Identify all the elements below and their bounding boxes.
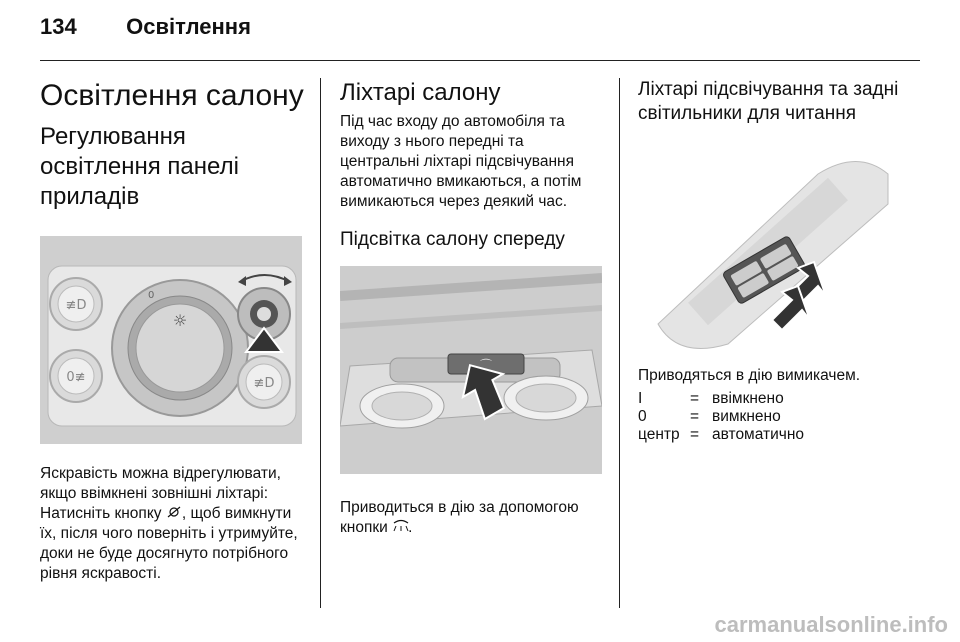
reading-light-illustration xyxy=(638,144,900,352)
page-number: 134 xyxy=(40,14,77,39)
interior-lights-heading: Ліхтарі салону xyxy=(340,79,501,106)
switch-positions-table xyxy=(638,390,908,444)
svg-text:0≢: 0≢ xyxy=(66,370,86,385)
table-row xyxy=(638,426,908,444)
front-courtesy-heading: Підсвітка салону спереду xyxy=(340,229,565,250)
position-key: I xyxy=(638,390,643,407)
front-courtesy-illustration xyxy=(340,266,602,474)
interior-lights-intro: Під час входу до автомобіля та виходу з нього передні та центральні ліхтарі підсвічування автоматично вмикаються, а потім вимикаються через деякий час. xyxy=(340,113,582,210)
watermark: carmanualsonline.info xyxy=(714,612,948,637)
column-3 xyxy=(638,72,908,444)
equals-sign: = xyxy=(690,390,700,407)
front-courtesy-text-1: Приводиться в дію за допомогою кнопки xyxy=(340,499,579,536)
page-header xyxy=(40,14,251,40)
reading-lights-heading: Ліхтарі підсвічування та задні світильники для читання xyxy=(638,79,899,124)
position-value: ввімкнено xyxy=(712,390,784,407)
reading-light-caption: Приводяться в дію вимикачем. xyxy=(638,367,861,384)
dimmer-text-2: , щоб вимкнути їх, після чого поверніть і утримуйте, доки не буде досягнуто потрібного рівня яскравості. xyxy=(40,505,298,582)
svg-text:0: 0 xyxy=(148,290,155,301)
svg-text:⌒: ⌒ xyxy=(479,358,493,372)
svg-text:≢D: ≢D xyxy=(253,376,275,391)
table-row xyxy=(638,408,908,426)
position-key: центр xyxy=(638,426,680,443)
front-courtesy-text-2: . xyxy=(408,519,413,536)
dashboard-dimmer-figure xyxy=(40,236,302,444)
position-key: 0 xyxy=(638,408,647,425)
dimmer-illustration xyxy=(40,236,302,444)
position-value: автоматично xyxy=(712,426,805,443)
rear-reading-light-figure xyxy=(638,144,900,352)
dimmer-instructions xyxy=(40,464,310,584)
svg-text:≢D: ≢D xyxy=(65,298,87,313)
column-divider-2 xyxy=(619,78,620,608)
svg-text:☼: ☼ xyxy=(172,311,188,330)
table-row xyxy=(638,390,908,408)
dimmer-text-1: Яскравість можна відрегулювати, якщо ввімкнені зовнішні ліхтарі: Натисніть кнопку xyxy=(40,465,281,522)
column-1 xyxy=(40,72,308,584)
front-courtesy-caption xyxy=(340,498,602,538)
subsection-heading: Регулювання освітлення панелі приладів xyxy=(40,123,239,210)
column-2 xyxy=(340,72,608,538)
light-switch-icon xyxy=(166,505,182,519)
column-divider-1 xyxy=(320,78,321,608)
section-title: Освітлення xyxy=(126,14,251,39)
header-rule xyxy=(40,60,920,61)
section-heading: Освітлення салону xyxy=(40,79,304,112)
equals-sign: = xyxy=(690,426,700,443)
equals-sign: = xyxy=(690,408,700,425)
courtesy-light-icon xyxy=(392,519,408,533)
front-courtesy-figure xyxy=(340,266,602,474)
position-value: вимкнено xyxy=(712,408,781,425)
